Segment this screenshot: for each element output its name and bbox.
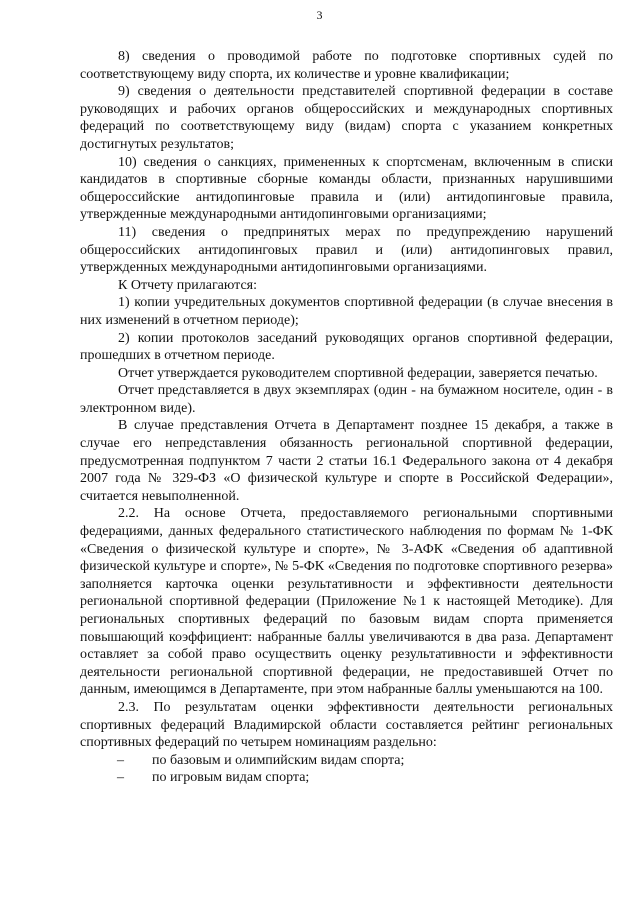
dash-marker: – [117,770,124,786]
paragraph: 11) сведения о предпринятых мерах по предупреждению нарушений общероссийских антидопинговых правил и (или) антидопинговых правил, утвержденных международными антидопинговыми организациями. [80,224,613,276]
list-item-text: по игровым видам спорта; [152,770,310,786]
paragraph: Отчет представляется в двух экземплярах (один - на бумажном носителе, один - в электронном виде). [80,383,613,416]
paragraph: 8) сведения о проводимой работе по подготовке спортивных судей по соответствующему виду спорта, их количестве и уровне квалификации; [80,49,613,82]
list-item-text: по базовым и олимпийским видам спорта; [152,752,405,768]
paragraph: 2.2. На основе Отчета, предоставляемого региональными спортивными федерациями, данных федерального статистического наблюдения по формам № 1-ФК «Сведения о физической культуре и спорте», № 3-АФК «Сведения об адаптивной физической культуре и спорте», № 5-ФК «Сведения по подготовке спортивного резерва» заполняется карточка оценки результативности и эффективности деятельности региональной спортивной федерации (Приложение №1 к настоящей Методике). Для региональных спортивных федераций по базовым видам спорта применяется повышающий коэффициент: набранные баллы увеличиваются в два раза. Департамент оставляет за собой право осуществить оценку результативности и эффективности деятельности региональной спортивной федерации, не предоставившей Отчет по данным, имеющимся в Департаменте, при этом набранные баллы уменьшаются на 100. [80,506,613,698]
paragraph: 9) сведения о деятельности представителей спортивной федерации в составе руководящих и рабочих органов общероссийских и международных спортивных федераций по соответствующему виду (видам) спорта с указанием конкретных достигнутых результатов; [80,84,613,152]
paragraph: К Отчету прилагаются: [118,277,258,293]
paragraph: Отчет утверждается руководителем спортивной федерации, заверяется печатью. [118,365,598,381]
list-item [80,752,613,770]
paragraph: 2) копии протоколов заседаний руководящих органов спортивной федерации, прошедших в отчетном периоде. [80,330,613,364]
list-item [80,769,613,787]
paragraph: 1) копии учредительных документов спортивной федерации (в случае внесения в них изменений в отчетном периоде); [80,295,613,328]
dash-marker: – [117,752,124,768]
paragraph: В случае представления Отчета в Департамент позднее 15 декабря, а также в случае его непредставления обязанность региональной спортивной федерации, предусмотренная подпунктом 7 части 2 статьи 16.1 Федерального закона от 4 декабря 2007 года № 329-ФЗ «О физической культуре и спорте в Российской Федерации», считается невыполненной. [80,418,613,504]
paragraph: 10) сведения о санкциях, примененных к спортсменам, включенным в списки кандидатов в спортивные сборные команды области, признанных нарушившими общероссийские антидопинговые правила и (или) антидопинговые правила, утвержденные международными антидопинговыми организациями; [80,154,613,223]
paragraph: 2.3. По результатам оценки эффективности деятельности региональных спортивных федераций Владимирской области составляется рейтинг региональных спортивных федераций по четырем номинациям раздельно: [80,699,613,751]
document-body [80,48,613,787]
page-number: 3 [316,8,323,22]
